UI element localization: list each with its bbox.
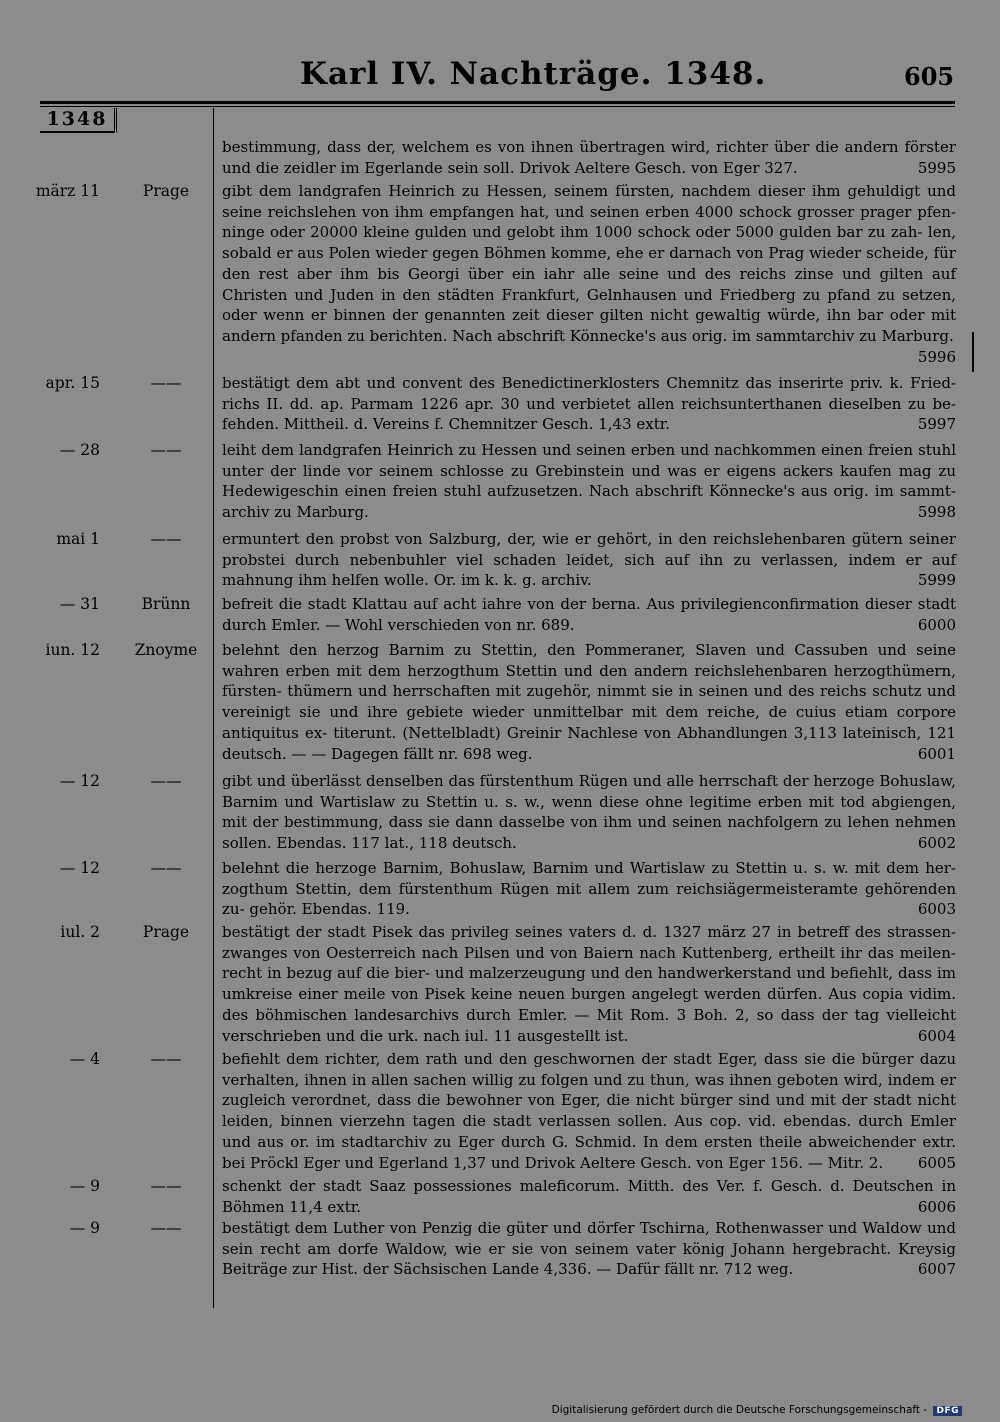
entry-text-line: erben mit dem herzogthum Stettin und den andern reichslehenbaren herzogthümern, fürsten- xyxy=(222,661,956,701)
entry-number: 5999 xyxy=(917,571,956,590)
entry-date: märz 11 xyxy=(35,182,100,200)
entry-text-line: bestätigt dem Luther von Penzig die güter und dörfer Tschirna, Rothenwasser und Waldow und xyxy=(222,1219,956,1237)
entry-text-line: belehnt den herzog Barnim zu Stettin, den Pommeraner, Slaven und Cassuben und seine wahren xyxy=(222,641,956,680)
entry-number: 5996 xyxy=(917,347,956,366)
entry-date: — 12 xyxy=(59,772,100,790)
entry-date: — 28 xyxy=(59,441,100,459)
entry-place: —— xyxy=(150,374,182,392)
entry-text-line: seine reichslehen von ihm empfangen hat, und seinen erben 4000 schock grosser prager pfen- xyxy=(222,202,956,221)
entry-text-line: zogthum Stettin, dem fürstenthum Rügen mit allem zum reichsiägermeisteramte gehörenden zu- xyxy=(222,879,956,919)
entry-text-line: befiehlt dem richter, dem rath und den geschwornen der stadt Eger, dass sie die bürger dazu xyxy=(222,1050,956,1068)
entry-text-line: bestätigt dem abt und convent des Benedictinerklosters Chemnitz das inserirte priv. k. Fried- xyxy=(222,374,956,392)
entry-text-line: oder wenn er binnen der genannten zeit dieser gilten nicht gewaltig würde, ihn bar oder mit xyxy=(222,306,956,325)
column-divider-text xyxy=(213,108,214,1308)
entry-text-line: vidim. des böhmischen landesarchivs durch Emler. — Mit Rom. 3 Boh. 2, so dass der tag xyxy=(222,985,956,1024)
entry-text-line: und die zeidler im Egerlande sein soll. Drivok Aeltere Gesch. von Eger 327. xyxy=(222,158,798,177)
entry-date: mai 1 xyxy=(56,530,100,548)
entry-text xyxy=(222,1176,956,1217)
entry-number: 6004 xyxy=(917,1026,956,1045)
entry-text-line: Böhmen 11,4 extr. xyxy=(222,1197,362,1216)
entry-text xyxy=(222,373,956,435)
entry-text-line: leiht dem landgrafen Heinrich zu Hessen und seinen erben und nachkommen einen freien stuhl xyxy=(222,441,956,459)
entry-text-line: leiden, binnen vierzehn tagen die stadt verlassen sollen. Aus cop. vid. ebendas. durch Emler xyxy=(222,1112,956,1131)
entry-text-line: bestimmung, dass der, welchem es von ihnen übertragen wird, richter über die andern förster xyxy=(222,138,956,156)
entry-date: — 4 xyxy=(69,1050,100,1068)
entry-text-line: Barnim und Wartislaw zu Stettin u. s. w., wenn diese ohne legitime erben mit tod abgiengen, xyxy=(222,792,956,811)
entry-number: 6006 xyxy=(917,1197,956,1216)
entry-text-line: titerunt. (Nettelbladt) Greinir Nachlese von Abhandlungen 3,113 lateinisch, 121 deutsch. — xyxy=(222,723,956,763)
entry-date: — 31 xyxy=(59,595,100,613)
year-label: 1348 xyxy=(40,108,115,133)
column-divider-place xyxy=(116,108,117,132)
entry-text-line: gehör. Ebendas. 119. xyxy=(249,900,410,919)
entry-text-line: ermuntert den probst von Salzburg, der, wie er gehört, in den reichslehenbaren gütern seiner xyxy=(222,530,956,548)
entry-text-line: ihm helfen wolle. Or. im k. k. g. archiv. xyxy=(298,571,592,590)
page-number: 605 xyxy=(904,62,955,91)
entry-number: 5997 xyxy=(917,415,956,434)
entry-text-line: mit der bestimmung, dass sie dann dasselbe von ihm und seinen nachfolgern zu lehen nehmen xyxy=(222,813,956,832)
entry-number: 6001 xyxy=(917,744,956,763)
entry-number: 6002 xyxy=(917,834,956,853)
entry-text xyxy=(222,181,956,367)
entry-text xyxy=(222,137,956,178)
entry-text-line: sollen. Ebendas. 117 lat., 118 deutsch. xyxy=(222,834,517,853)
entry-text xyxy=(222,771,956,854)
entry-place: Znoyme xyxy=(134,641,198,659)
entry-number: 6005 xyxy=(917,1153,956,1172)
entry-text xyxy=(222,594,956,635)
entry-number: 6003 xyxy=(917,900,956,919)
entry-place: —— xyxy=(150,1177,182,1195)
entry-text-line: bei Pröckl Eger und Egerland 1,37 und Drivok Aeltere Gesch. von Eger 156. — Mitr. 2. xyxy=(222,1153,884,1172)
entry-text-line: richs II. dd. ap. Parmam 1226 apr. 30 und verbietet allen reichsunterthanen dieselben zu be- xyxy=(222,394,956,413)
entry-text-line: unter der linde vor seinem schlosse zu Grebinstein und was er eigens ackers kaufen mag zu xyxy=(222,461,956,480)
entry-text-line: Marburg. xyxy=(881,326,954,345)
entry-text xyxy=(222,1049,956,1173)
entry-text-line: zwanges von Oesterreich nach Pilsen und von Baiern nach Kuttenberg, ertheilt ihr das meilen- xyxy=(222,943,956,962)
entry-date: apr. 15 xyxy=(45,374,100,392)
entry-date: iun. 12 xyxy=(45,641,100,659)
margin-mark xyxy=(972,332,974,372)
entry-text-line: fehden. Mittheil. d. Vereins f. Chemnitzer Gesch. 1,43 extr. xyxy=(222,415,671,434)
entry-text-line: len, sobald er aus Polen wieder gegen Böhmen komme, ehe er darnach von Prag wieder scheide, xyxy=(222,223,956,263)
entry-text xyxy=(222,440,956,523)
entry-number: 5998 xyxy=(917,503,956,522)
entry-text-line: Beiträge zur Hist. der Sächsischen Lande 4,336. — Dafür fällt nr. 712 weg. xyxy=(222,1260,794,1279)
entry-number: 5995 xyxy=(917,158,956,177)
entry-date: iul. 2 xyxy=(60,923,100,941)
entry-text-line: vielleicht verschrieben und die urk. nach iul. 11 ausgestellt ist. xyxy=(222,1005,956,1045)
entry-text-line: ninge oder 20000 kleine gulden und gelobt ihm 1000 schock oder 5000 gulden bar zu zah- xyxy=(222,223,923,242)
entry-date: — 12 xyxy=(59,859,100,877)
entry-text-line: befreit die stadt Klattau auf acht iahre von der berna. Aus privilegienconfirmation dieser xyxy=(222,595,912,613)
entry-text-line: gibt und überlässt denselben das fürstenthum Rügen und alle herrschaft der herzoge Bohuslaw, xyxy=(222,772,956,790)
entry-text-line: recht in bezug auf die bier- und malzerzeugung und den handwerkerstand und befiehlt, dass xyxy=(222,964,932,983)
entry-text-line: bestätigt der stadt Pisek das privileg seines vaters d. d. 1327 märz 27 in betreff des strassen- xyxy=(222,923,956,941)
entry-text-line: probstei durch nebenbuhler viel schaden leidet, sich auf ihn zu verlassen, indem er auf mahnung xyxy=(222,550,956,590)
entry-text-line: gibt dem landgrafen Heinrich zu Hessen, seinem fürsten, nachdem dieser ihm gehuldigt und xyxy=(222,182,956,200)
footer-credit xyxy=(552,1404,962,1416)
entry-place: Prage xyxy=(142,923,190,941)
entry-number: 6000 xyxy=(917,615,956,634)
entry-text-line: für den rest aber ihm bis Georgi über ein iahr alle seine und des reichs zinse und gilten auf xyxy=(222,244,956,283)
entry-date: — 9 xyxy=(69,1219,100,1237)
dfg-logo-icon: DFG xyxy=(933,1406,962,1416)
entry-text-line: belehnt die herzoge Barnim, Bohuslaw, Barnim und Wartislaw zu Stettin u. s. w. mit dem her- xyxy=(222,859,956,877)
header-rule-thin xyxy=(40,106,955,107)
entry-text xyxy=(222,529,956,591)
entry-text-line: schenkt der stadt Saaz possessiones maleficorum. Mitth. des Ver. f. Gesch. d. Deutschen in xyxy=(222,1177,956,1195)
entry-text-line: und aus or. im stadtarchiv zu Eger durch G. Schmid. In dem ersten theile abweichender extr. xyxy=(222,1132,956,1151)
entry-place: Brünn xyxy=(141,595,191,613)
entry-place: Prage xyxy=(142,182,190,200)
entry-text-line: Hedewigeschin einen freien stuhl aufzusetzen. Nach abschrift Könnecke's aus orig. im sammt- xyxy=(222,482,956,501)
entry-text xyxy=(222,922,956,1046)
entry-text-line: sie und ihre gebiete wieder unmittelbar mit dem reiche, de cuius etiam corpore antiquitus ex- xyxy=(222,703,956,742)
header-rule-thick xyxy=(40,101,955,104)
entry-place: —— xyxy=(150,859,182,877)
entry-text-line: im umkreise einer meile von Pisek keine neuen burgen angelegt werden dürfen. Aus copia xyxy=(222,964,956,1004)
entry-text-line: archiv zu Marburg. xyxy=(222,503,369,522)
entry-text-line: — Dagegen fällt nr. 698 weg. xyxy=(311,744,533,763)
entry-text-line: sein recht am dorfe Waldow, wie er sie von seinem vater könig Johann hergebracht. Kreysig xyxy=(222,1239,956,1258)
entry-text-line: er zugleich verordnet, dass die bewohner von Eger, die nicht bürger sind und mit der stadt nicht xyxy=(222,1070,956,1110)
entry-text-line: Christen und Juden in den städten Frankfurt, Gelnhausen und Friedberg zu pfand zu setzen, xyxy=(222,285,956,304)
entry-number: 6007 xyxy=(917,1260,956,1279)
entry-place: —— xyxy=(150,1219,182,1237)
footer-text: Digitalisierung gefördert durch die Deutsche Forschungsgemeinschaft - xyxy=(551,1404,928,1416)
entry-text-line: thümern und herrschaften mit zugehör, nimmt sie in seinen und des reichs schutz und vereinigt xyxy=(222,682,956,722)
page-title: Karl IV. Nachträge. 1348. xyxy=(300,56,767,92)
entry-text-line: andern pfanden zu berichten. Nach abschrift Könnecke's aus orig. im sammtarchiv zu xyxy=(222,326,877,345)
entry-text xyxy=(222,1218,956,1280)
entry-text xyxy=(222,640,956,764)
entry-text-line: verhalten, ihnen in allen sachen willig zu folgen und zu thun, was ihnen geboten wird, indem xyxy=(222,1070,935,1089)
entry-text xyxy=(222,858,956,920)
entry-place: —— xyxy=(150,1050,182,1068)
entry-place: —— xyxy=(150,530,182,548)
entry-place: —— xyxy=(150,772,182,790)
entry-text-line: stadt durch Emler. — Wohl verschieden von nr. 689. xyxy=(222,595,956,634)
entry-place: —— xyxy=(150,441,182,459)
entry-date: — 9 xyxy=(69,1177,100,1195)
